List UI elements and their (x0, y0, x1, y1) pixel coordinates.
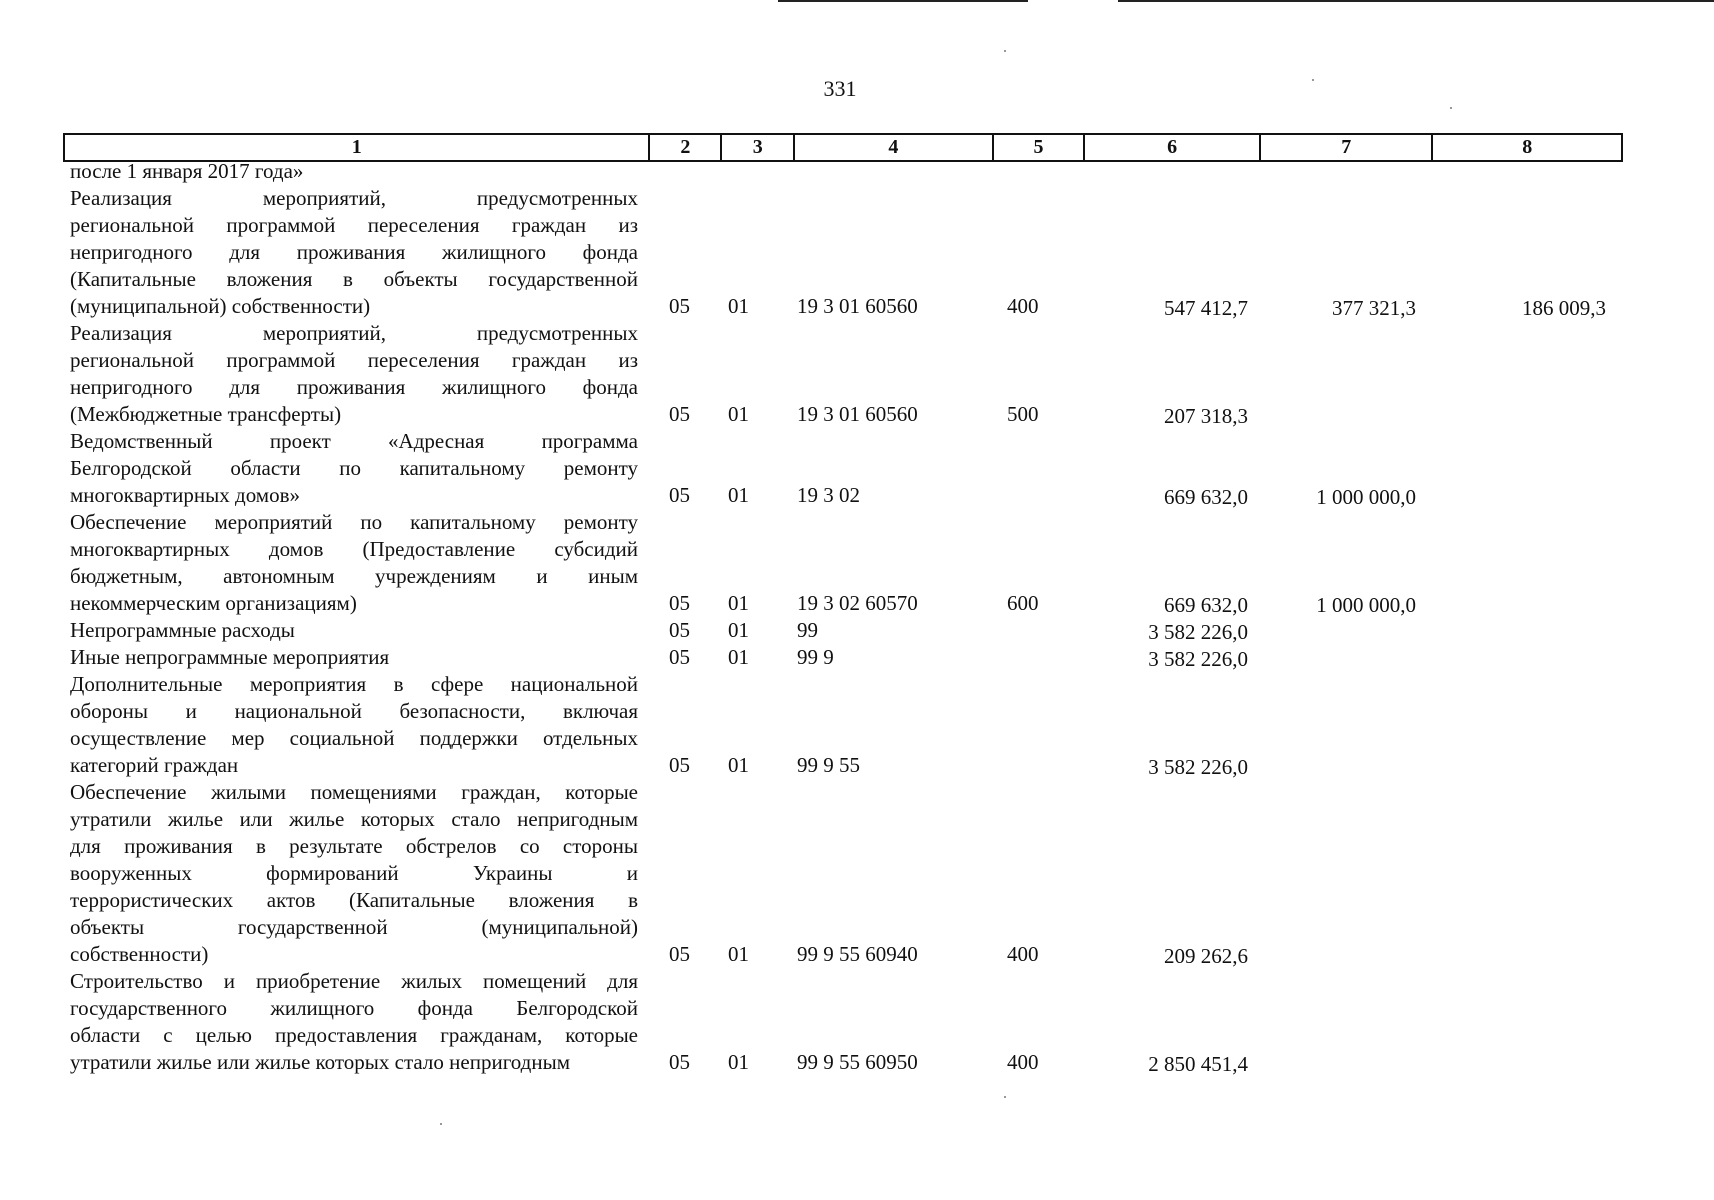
subsection-code: 01 (728, 591, 749, 615)
description-line: объекты государственной (муниципальной) (70, 915, 638, 939)
description-line: региональной программой переселения граждан из (70, 348, 638, 372)
subsection-code: 01 (728, 483, 749, 507)
expense-type-code: 400 (1007, 1050, 1039, 1074)
header-cell-5: 5 (994, 135, 1086, 160)
target-article-code: 19 3 01 60560 (797, 294, 918, 318)
amount-col-6: 2 850 451,4 (1148, 1052, 1248, 1076)
row-description (70, 428, 638, 509)
header-cell-1: 1 (65, 135, 650, 160)
description-line: осуществление мер социальной поддержки отдельных (70, 726, 638, 750)
description-line: Ведомственный проект «Адресная программа (70, 429, 638, 453)
section-code: 05 (669, 645, 690, 669)
row-description (70, 320, 638, 428)
description-line: Непрограммные расходы (70, 618, 295, 642)
table-row (70, 428, 1630, 509)
section-code: 05 (669, 294, 690, 318)
subsection-code: 01 (728, 942, 749, 966)
amount-col-7: 1 000 000,0 (1316, 485, 1416, 509)
page-number: 331 (823, 76, 857, 101)
description-line: обороны и национальной безопасности, включая (70, 699, 638, 723)
scan-line-left (778, 0, 1028, 2)
target-article-code: 99 9 55 60940 (797, 942, 918, 966)
table-row (70, 158, 1630, 185)
description-line: Обеспечение мероприятий по капитальному ремонту (70, 510, 638, 534)
description-line: государственного жилищного фонда Белгородской (70, 996, 638, 1020)
description-line: Строительство и приобретение жилых помещений для (70, 969, 638, 993)
row-description (70, 185, 638, 320)
description-line: Белгородской области по капитальному ремонту (70, 456, 638, 480)
subsection-code: 01 (728, 753, 749, 777)
description-line: вооруженных формирований Украины и (70, 861, 638, 885)
amount-col-6: 209 262,6 (1164, 944, 1248, 968)
row-description (70, 158, 638, 185)
table-row (70, 779, 1630, 968)
row-description (70, 617, 638, 644)
subsection-code: 01 (728, 294, 749, 318)
amount-col-7: 377 321,3 (1332, 296, 1416, 320)
description-line: региональной программой переселения граждан из (70, 213, 638, 237)
section-code: 05 (669, 1050, 690, 1074)
header-cell-6: 6 (1085, 135, 1261, 160)
subsection-code: 01 (728, 618, 749, 642)
section-code: 05 (669, 618, 690, 642)
description-line: непригодного для проживания жилищного фонда (70, 375, 638, 399)
section-code: 05 (669, 483, 690, 507)
row-description (70, 509, 638, 617)
table-row (70, 968, 1630, 1076)
header-cell-4: 4 (795, 135, 993, 160)
amount-col-6: 669 632,0 (1164, 485, 1248, 509)
amount-col-6: 669 632,0 (1164, 593, 1248, 617)
description-line: собственности) (70, 942, 209, 966)
section-code: 05 (669, 591, 690, 615)
description-line: области с целью предоставления гражданам, которые (70, 1023, 638, 1047)
description-line: утратили жилье или жилье которых стало непригодным (70, 1050, 571, 1074)
expense-type-code: 400 (1007, 942, 1039, 966)
section-code: 05 (669, 402, 690, 426)
description-line: Дополнительные мероприятия в сфере национальной (70, 672, 638, 696)
header-cell-7: 7 (1261, 135, 1434, 160)
table-row (70, 644, 1630, 671)
description-line: после 1 января 2017 года» (70, 159, 304, 183)
description-line: категорий граждан (70, 753, 239, 777)
scan-speck (1450, 107, 1452, 109)
target-article-code: 19 3 02 60570 (797, 591, 918, 615)
expense-type-code: 500 (1007, 402, 1039, 426)
scan-speck (1004, 50, 1006, 52)
description-line: непригодного для проживания жилищного фонда (70, 240, 638, 264)
description-line: многоквартирных домов (Предоставление субсидий (70, 537, 638, 561)
subsection-code: 01 (728, 1050, 749, 1074)
table-row (70, 509, 1630, 617)
description-line: утратили жилье или жилье которых стало непригодным (70, 807, 638, 831)
scan-speck (440, 1123, 442, 1125)
amount-col-6: 3 582 226,0 (1148, 620, 1248, 644)
header-cell-2: 2 (650, 135, 722, 160)
header-cell-8: 8 (1522, 136, 1533, 158)
description-line: бюджетным, автономным учреждениям и иным (70, 564, 638, 588)
description-line: Реализация мероприятий, предусмотренных (70, 321, 638, 345)
section-code: 05 (669, 942, 690, 966)
row-description (70, 779, 638, 968)
row-description (70, 968, 638, 1076)
table-row (70, 617, 1630, 644)
expense-type-code: 600 (1007, 591, 1039, 615)
expense-type-code: 400 (1007, 294, 1039, 318)
scan-line-right (1118, 0, 1714, 2)
description-line: террористических актов (Капитальные вложения в (70, 888, 638, 912)
description-line: (муниципальной) собственности) (70, 294, 371, 318)
target-article-code: 99 9 55 (797, 753, 860, 777)
scan-speck (1004, 1096, 1006, 1098)
description-line: Обеспечение жилыми помещениями граждан, которые (70, 780, 638, 804)
subsection-code: 01 (728, 402, 749, 426)
amount-col-6: 3 582 226,0 (1148, 647, 1248, 671)
amount-col-7: 1 000 000,0 (1316, 593, 1416, 617)
amount-col-6: 3 582 226,0 (1148, 755, 1248, 779)
target-article-code: 99 9 55 60950 (797, 1050, 918, 1074)
target-article-code: 99 9 (797, 645, 834, 669)
description-line: Иные непрограммные мероприятия (70, 645, 390, 669)
description-line: Реализация мероприятий, предусмотренных (70, 186, 638, 210)
header-cell-3: 3 (722, 135, 795, 160)
target-article-code: 19 3 02 (797, 483, 860, 507)
subsection-code: 01 (728, 645, 749, 669)
amount-col-6: 207 318,3 (1164, 404, 1248, 428)
description-line: для проживания в результате обстрелов со стороны (70, 834, 638, 858)
table-body (70, 158, 1630, 1076)
row-description (70, 644, 638, 671)
table-row (70, 320, 1630, 428)
target-article-code: 19 3 01 60560 (797, 402, 918, 426)
amount-col-8: 186 009,3 (1522, 296, 1606, 320)
description-line: (Межбюджетные трансферты) (70, 402, 342, 426)
section-code: 05 (669, 753, 690, 777)
row-description (70, 671, 638, 779)
target-article-code: 99 (797, 618, 818, 642)
table-row (70, 671, 1630, 779)
table-row (70, 185, 1630, 320)
amount-col-6: 547 412,7 (1164, 296, 1248, 320)
description-line: (Капитальные вложения в объекты государственной (70, 267, 638, 291)
description-line: некоммерческим организациям) (70, 591, 357, 615)
description-line: многоквартирных домов» (70, 483, 301, 507)
